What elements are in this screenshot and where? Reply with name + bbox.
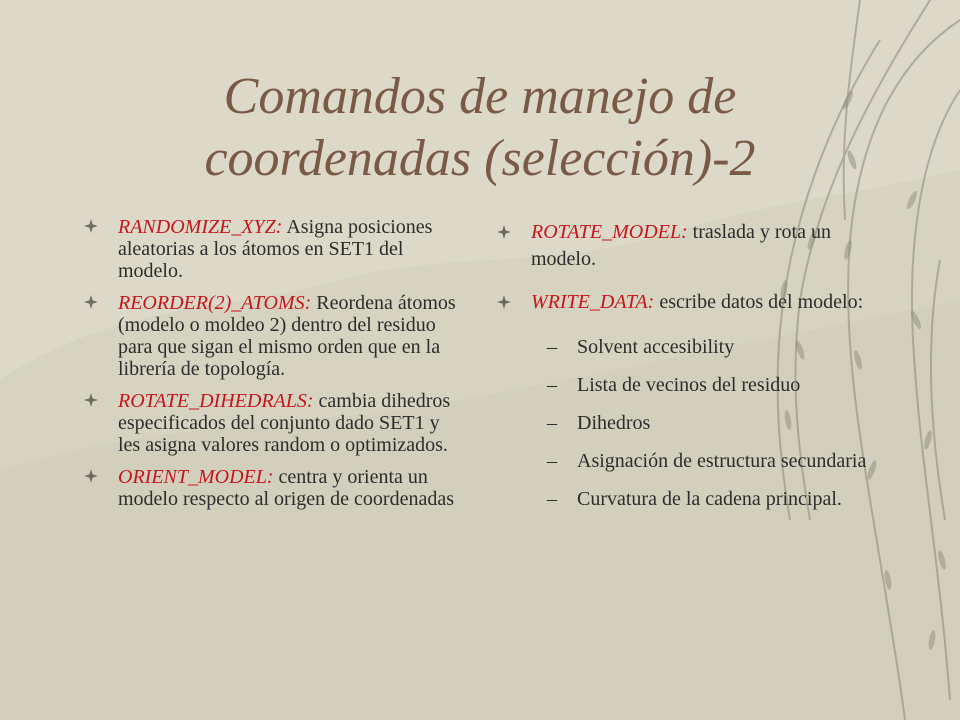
sub-item-text: Curvatura de la cadena principal. <box>577 488 842 510</box>
command-description: escribe datos del modelo: <box>654 291 864 313</box>
title-line-2: coordenadas (selección)-2 <box>204 130 756 187</box>
command-description: centra y orienta un modelo respecto al origen de coordenadas <box>118 466 454 510</box>
command-keyword: REORDER(2)_ATOMS: <box>118 292 312 314</box>
sub-list-item <box>497 370 892 400</box>
four-point-star-bullet-icon <box>84 469 98 483</box>
dash-marker: – <box>547 336 557 358</box>
sub-item-text: Solvent accesibility <box>577 336 735 358</box>
left-bullet-list <box>84 216 464 520</box>
command-description: Reordena átomos (modelo o moldeo 2) dentro del residuo para que sigan el mismo orden que en la librería de topología. <box>118 292 456 380</box>
list-item <box>84 292 464 380</box>
command-description: Asigna posiciones aleatorias a los átomos en SET1 del modelo. <box>118 216 433 282</box>
sub-list-item <box>497 332 892 362</box>
command-keyword: ROTATE_MODEL: <box>531 221 688 243</box>
dash-marker: – <box>547 488 557 510</box>
command-keyword: RANDOMIZE_XYZ: <box>118 216 283 238</box>
list-item <box>84 390 464 456</box>
command-description: traslada y rota un modelo. <box>531 221 831 270</box>
sub-item-text: Dihedros <box>577 412 651 434</box>
sub-item-text: Lista de vecinos del residuo <box>577 374 801 396</box>
command-description: cambia dihedros especificados del conjunto dado SET1 y les asigna valores random o optimizados. <box>118 390 451 456</box>
four-point-star-bullet-icon <box>497 295 511 309</box>
sub-list-item <box>497 446 892 476</box>
list-item <box>497 289 892 316</box>
command-keyword: WRITE_DATA: <box>531 291 655 313</box>
slide-title <box>120 66 840 190</box>
list-item <box>497 219 892 273</box>
command-keyword: ORIENT_MODEL: <box>118 466 274 488</box>
list-item <box>84 466 464 510</box>
four-point-star-bullet-icon <box>84 219 98 233</box>
four-point-star-bullet-icon <box>84 393 98 407</box>
right-bullet-list <box>497 219 892 522</box>
title-line-1: Comandos de manejo de <box>223 68 737 125</box>
sub-item-text: Asignación de estructura secundaria <box>577 450 867 472</box>
list-item <box>84 216 464 282</box>
four-point-star-bullet-icon <box>497 225 511 239</box>
command-keyword: ROTATE_DIHEDRALS: <box>118 390 314 412</box>
dash-marker: – <box>547 412 557 434</box>
four-point-star-bullet-icon <box>84 295 98 309</box>
dash-marker: – <box>547 450 557 472</box>
dash-marker: – <box>547 374 557 396</box>
sub-list-item <box>497 484 892 514</box>
sub-list-item <box>497 408 892 438</box>
